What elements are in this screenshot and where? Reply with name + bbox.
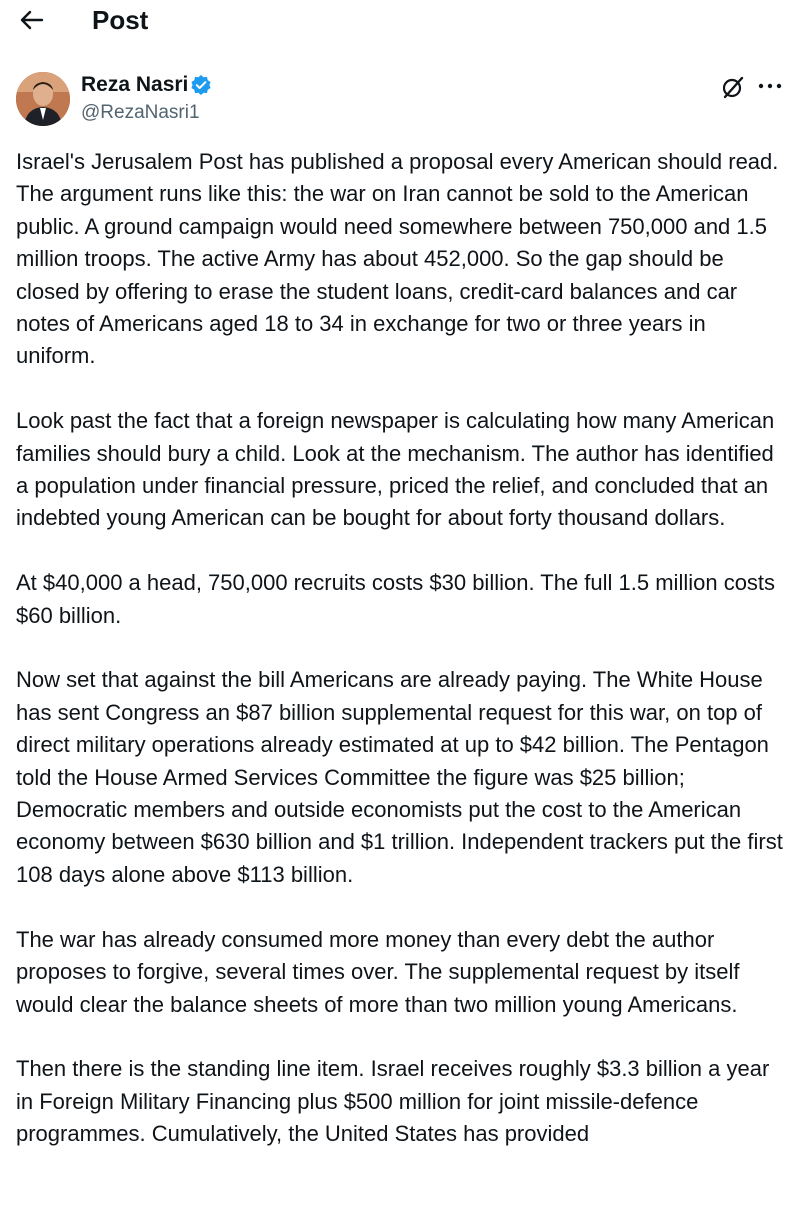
author-handle[interactable]: @RezaNasri1 [81, 102, 200, 123]
grok-button[interactable] [720, 74, 746, 100]
post-author-row [0, 66, 800, 130]
top-bar [0, 0, 800, 44]
post-paragraph: Now set that against the bill Americans are already paying. The White House has sent Congress an $87 billion supplemental request for this war, on top of direct military operations already estimated at up to $42 billion. The Pentagon told the House Armed Services Committee the figure was $25 billion; Democratic members and outside economists put the cost to the American economy between $630 billion and $1 trillion. Independent trackers put the first 108 days alone above $113 billion. [16, 667, 783, 887]
verified-badge [190, 74, 212, 96]
avatar[interactable] [16, 72, 70, 126]
profile-photo [16, 72, 70, 126]
verified-badge-icon [190, 74, 212, 96]
post-paragraph: Then there is the standing line item. Israel receives roughly $3.3 billion a year in Foreign Military Financing plus $500 million for joint missile-defence programmes. Cumulatively, the United States has provided [16, 1056, 770, 1147]
post-paragraph: The war has already consumed more money than every debt the author proposes to forgive, several times over. The supplemental request by itself would clear the balance sheets of more than two million young Americans. [16, 926, 740, 1017]
more-options-button[interactable] [756, 78, 784, 94]
post-text [16, 146, 788, 1183]
post-paragraph: Israel's Jerusalem Post has published a proposal every American should read. The argument runs like this: the war on Iran cannot be sold to the American public. A ground campaign would need somewhere between 750,000 and 1.5 million troops. The active Army has about 452,000. So the gap should be closed by offering to erase the student loans, credit-card balances and car notes of Americans aged 18 to 34 in exchange for two or three years in uniform. [16, 149, 779, 369]
post-paragraph: At $40,000 a head, 750,000 recruits costs $30 billion. The full 1.5 million costs $60 billion. [16, 570, 776, 628]
back-button[interactable] [18, 6, 46, 34]
author-display-name[interactable]: Reza Nasri [81, 73, 189, 96]
more-horizontal-icon [756, 78, 784, 94]
post-paragraph: Look past the fact that a foreign newspaper is calculating how many American families should bury a child. Look at the mechanism. The author has identified a population under financial pressure, priced the relief, and concluded that an indebted young American can be bought for about forty thousand dollars. [16, 408, 775, 531]
grok-icon [720, 74, 746, 100]
arrow-left-icon [18, 6, 46, 34]
page-title: Post [92, 5, 149, 35]
